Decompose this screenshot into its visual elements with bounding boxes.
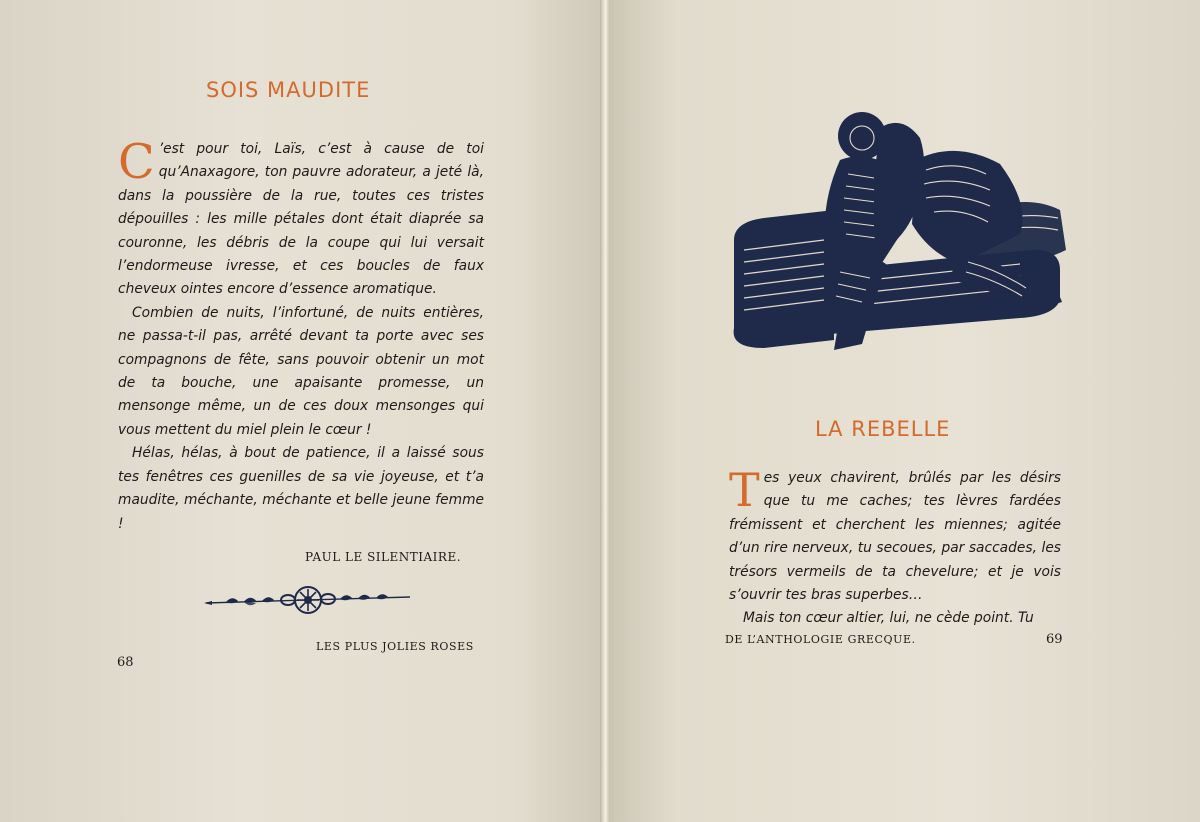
poem-paragraph: Mais ton cœur altier, lui, ne cède point. Tu: [743, 610, 1034, 627]
paragraph-text: es yeux chavirent, brûlés par les désirs que tu me caches; tes lèvres fardées frémissent et cherchent les miennes; agitée d’un rire nerveux, tu secoues, par saccades, les trésors vermeils de ta chevelure; et je vois s’ouvrir tes bras superbes…: [729, 470, 1061, 604]
woodcut-couple-embracing-icon: [730, 100, 1070, 360]
poem-paragraph: Combien de nuits, l’infortuné, de nuits entières, ne passa-t-il pas, arrêté devant ta porte avec ses compagnons de fête, sans pouvoir obtenir un mot de ta bouche, une apaisante promesse, un mensonge même, un de ces doux mensonges qui vous mettent du miel plein le cœur !: [118, 304, 484, 438]
running-footer-left: LES PLUS JOLIES ROSES: [316, 640, 474, 653]
author-signature: PAUL LE SILENTIAIRE.: [305, 550, 462, 564]
running-footer-right: DE L’ANTHOLOGIE GRECQUE.: [725, 633, 916, 646]
poem-text-left: [118, 134, 484, 536]
page-number-right: 69: [1046, 632, 1063, 647]
book-gutter: [600, 0, 610, 822]
page-number-left: 68: [117, 655, 134, 670]
drop-cap: C: [118, 134, 155, 190]
floral-rosette-ornament-icon: [204, 585, 412, 619]
drop-cap: T: [729, 463, 760, 517]
poem-title-la-rebelle: LA REBELLE: [815, 417, 951, 441]
poem-paragraph: [729, 463, 1061, 607]
right-page: [605, 0, 1200, 822]
poem-text-right: [729, 463, 1061, 631]
poem-paragraph: Hélas, hélas, à bout de patience, il a laissé sous tes fenêtres ces guenilles de sa vie joyeuse, et t’a maudite, méchante, méchante et belle jeune femme !: [118, 445, 484, 532]
poem-paragraph: [118, 134, 484, 302]
paragraph-text: ’est pour toi, Laïs, c’est à cause de toi qu’Anaxagore, ton pauvre adorateur, a jeté là, dans la poussière de la rue, toutes ces tristes dépouilles : les mille pétales dont était diaprée sa couronne, les débris de la coupe qui lui versait l’endormeuse ivresse, et ces boucles de faux cheveux ointes encore d’essence aromatique.: [118, 141, 484, 298]
poem-title-sois-maudite: SOIS MAUDITE: [206, 78, 371, 102]
